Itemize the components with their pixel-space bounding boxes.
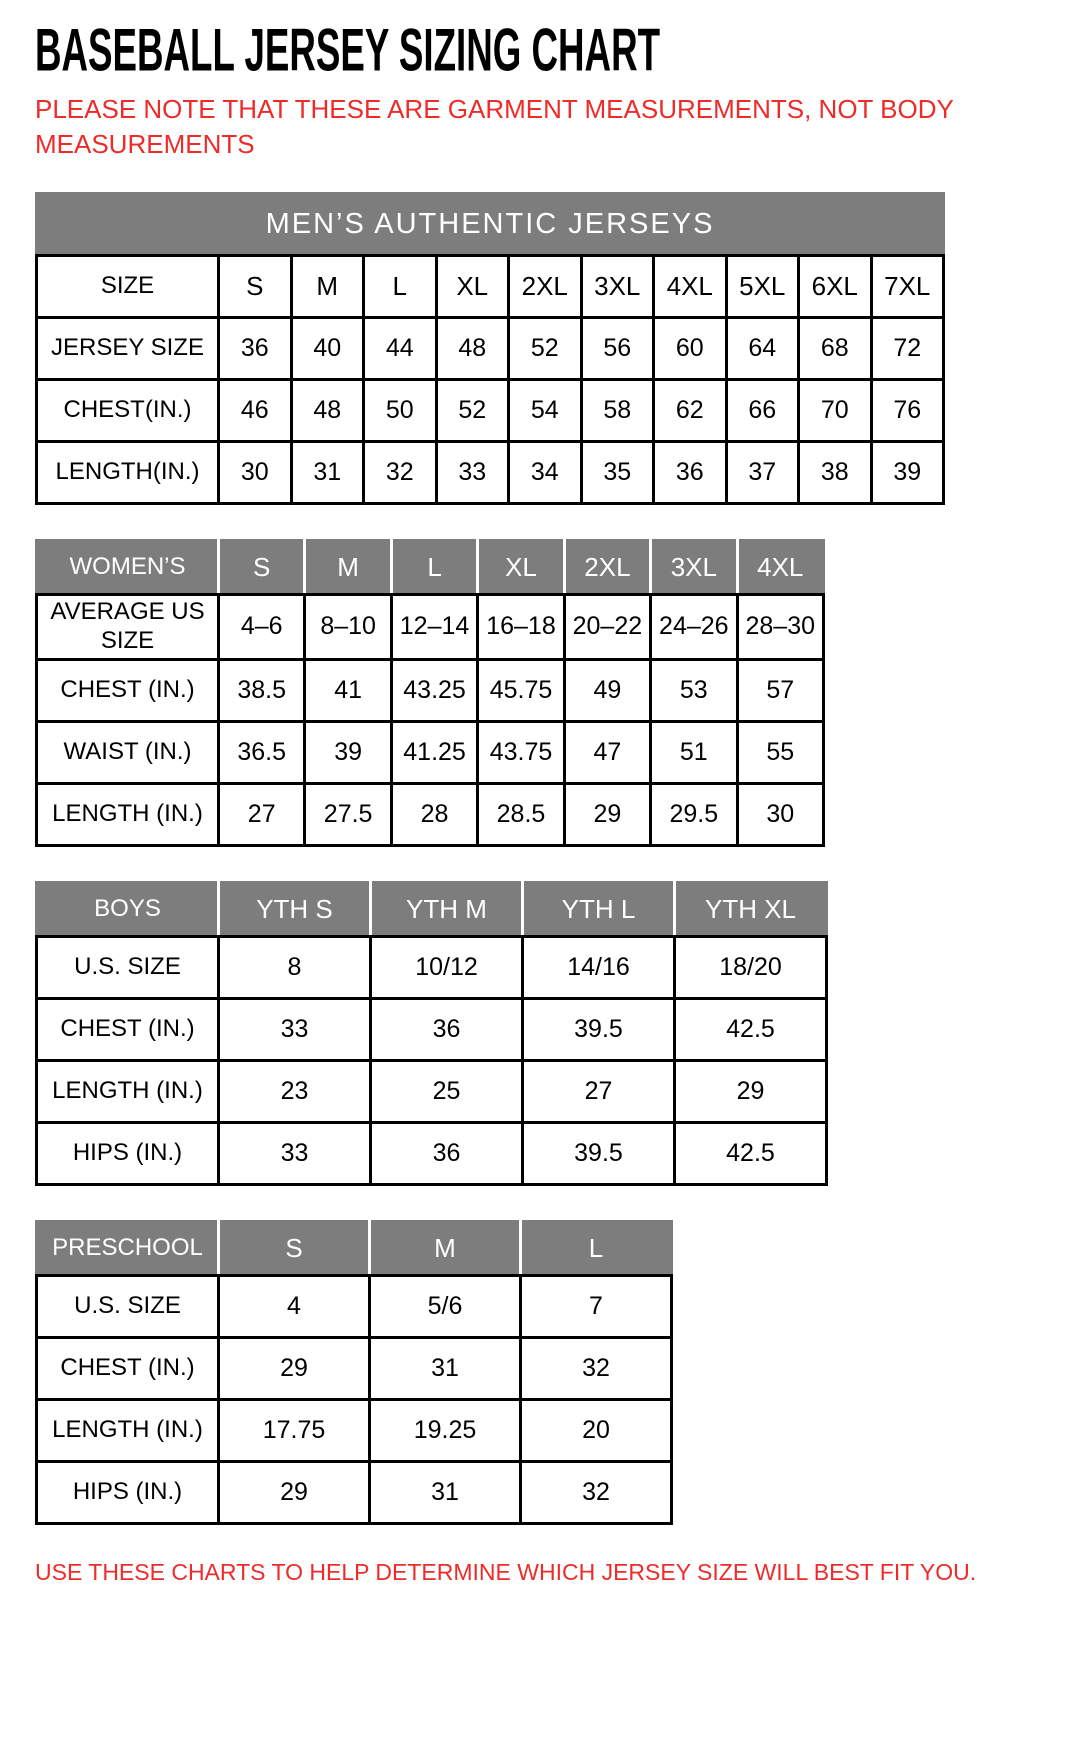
table-row — [37, 380, 944, 442]
column-header: L — [521, 1221, 672, 1275]
table-cell: 31 — [370, 1461, 521, 1523]
table-cell: 42.5 — [675, 998, 827, 1060]
table-cell: 36 — [371, 998, 523, 1060]
table-cell: 54 — [509, 380, 582, 442]
table-cell: 51 — [651, 721, 737, 783]
garment-measurement-note: PLEASE NOTE THAT THESE ARE GARMENT MEASUREMENTS, NOT BODY MEASUREMENTS — [35, 94, 954, 160]
table-cell: 66 — [726, 380, 799, 442]
table-cell: 60 — [654, 318, 727, 380]
row-label: LENGTH (IN.) — [37, 783, 219, 845]
table-cell: 27 — [523, 1060, 675, 1122]
column-header: S — [219, 541, 305, 595]
table-cell: 28–30 — [737, 595, 823, 660]
column-header: YTH M — [371, 882, 523, 936]
row-label: U.S. SIZE — [37, 1275, 219, 1337]
table-cell: 55 — [737, 721, 823, 783]
table-row — [37, 318, 944, 380]
table-cell: 32 — [521, 1461, 672, 1523]
table-cell: 72 — [871, 318, 944, 380]
column-header: 7XL — [871, 256, 944, 318]
table-cell: 16–18 — [478, 595, 564, 660]
table-cell: 44 — [364, 318, 437, 380]
page-title-text: BASEBALL JERSEY SIZING CHART — [35, 16, 661, 84]
table-cell: 34 — [509, 442, 582, 504]
row-label: CHEST(IN.) — [37, 380, 219, 442]
table-cell: 39 — [871, 442, 944, 504]
column-header: XL — [478, 541, 564, 595]
table-header-row — [37, 541, 824, 595]
boys-sizing-table — [35, 881, 828, 1186]
table-cell: 31 — [291, 442, 364, 504]
womens-sizing-table — [35, 539, 825, 847]
table-cell: 29 — [564, 783, 650, 845]
table-cell: 36 — [654, 442, 727, 504]
table-cell: 49 — [564, 659, 650, 721]
table-cell: 38 — [799, 442, 872, 504]
row-label: CHEST (IN.) — [37, 998, 219, 1060]
table-cell: 23 — [219, 1060, 371, 1122]
column-header: 4XL — [654, 256, 727, 318]
header-label: PRESCHOOL — [37, 1221, 219, 1275]
table-cell: 30 — [737, 783, 823, 845]
table-cell: 29 — [675, 1060, 827, 1122]
table-title: MEN’S AUTHENTIC JERSEYS — [37, 194, 944, 256]
table-row — [37, 1399, 672, 1461]
table-cell: 42.5 — [675, 1122, 827, 1184]
table-cell: 38.5 — [219, 659, 305, 721]
table-cell: 29 — [219, 1461, 370, 1523]
table-cell: 36 — [219, 318, 292, 380]
row-label: HIPS (IN.) — [37, 1122, 219, 1184]
table-row — [37, 1461, 672, 1523]
column-header: 6XL — [799, 256, 872, 318]
table-cell: 39.5 — [523, 1122, 675, 1184]
column-header: L — [391, 541, 477, 595]
column-header: M — [291, 256, 364, 318]
table-cell: 48 — [436, 318, 509, 380]
table-cell: 30 — [219, 442, 292, 504]
table-cell: 70 — [799, 380, 872, 442]
column-header: YTH S — [219, 882, 371, 936]
table-row — [37, 998, 827, 1060]
table-row — [37, 1337, 672, 1399]
column-header: 3XL — [651, 541, 737, 595]
table-row — [37, 442, 944, 504]
table-cell: 5/6 — [370, 1275, 521, 1337]
table-cell: 53 — [651, 659, 737, 721]
table-row — [37, 783, 824, 845]
column-header: 2XL — [509, 256, 582, 318]
column-header: M — [370, 1221, 521, 1275]
table-cell: 12–14 — [391, 595, 477, 660]
table-cell: 35 — [581, 442, 654, 504]
column-header: S — [219, 256, 292, 318]
row-label: AVERAGE US SIZE — [37, 595, 219, 660]
preschool-sizing-table — [35, 1220, 673, 1525]
table-cell: 57 — [737, 659, 823, 721]
header-label: WOMEN’S — [37, 541, 219, 595]
table-cell: 39 — [305, 721, 391, 783]
column-header: M — [305, 541, 391, 595]
row-label: LENGTH(IN.) — [37, 442, 219, 504]
table-cell: 25 — [371, 1060, 523, 1122]
column-header: YTH XL — [675, 882, 827, 936]
table-header-row — [37, 882, 827, 936]
table-cell: 52 — [436, 380, 509, 442]
column-header: 4XL — [737, 541, 823, 595]
row-label: LENGTH (IN.) — [37, 1060, 219, 1122]
table-cell: 4–6 — [219, 595, 305, 660]
table-cell: 46 — [219, 380, 292, 442]
table-cell: 28.5 — [478, 783, 564, 845]
table-cell: 41.25 — [391, 721, 477, 783]
table-row — [37, 1122, 827, 1184]
table-cell: 17.75 — [219, 1399, 370, 1461]
fit-advice-note: USE THESE CHARTS TO HELP DETERMINE WHICH JERSEY SIZE WILL BEST FIT YOU. — [35, 1558, 977, 1585]
table-cell: 7 — [521, 1275, 672, 1337]
table-header-row — [37, 1221, 672, 1275]
table-cell: 43.25 — [391, 659, 477, 721]
table-cell: 4 — [219, 1275, 370, 1337]
table-cell: 37 — [726, 442, 799, 504]
row-label: HIPS (IN.) — [37, 1461, 219, 1523]
table-cell: 41 — [305, 659, 391, 721]
table-cell: 14/16 — [523, 936, 675, 998]
row-label: JERSEY SIZE — [37, 318, 219, 380]
table-row — [37, 595, 824, 660]
table-cell: 40 — [291, 318, 364, 380]
column-header: XL — [436, 256, 509, 318]
table-banner-row — [37, 194, 944, 256]
table-cell: 48 — [291, 380, 364, 442]
row-label: CHEST (IN.) — [37, 1337, 219, 1399]
table-cell: 47 — [564, 721, 650, 783]
table-cell: 20 — [521, 1399, 672, 1461]
table-cell: 18/20 — [675, 936, 827, 998]
table-cell: 45.75 — [478, 659, 564, 721]
row-label: LENGTH (IN.) — [37, 1399, 219, 1461]
table-cell: 36 — [371, 1122, 523, 1184]
table-cell: 43.75 — [478, 721, 564, 783]
column-header: 2XL — [564, 541, 650, 595]
table-cell: 31 — [370, 1337, 521, 1399]
column-header: YTH L — [523, 882, 675, 936]
table-cell: 27.5 — [305, 783, 391, 845]
table-cell: 56 — [581, 318, 654, 380]
table-cell: 19.25 — [370, 1399, 521, 1461]
table-cell: 10/12 — [371, 936, 523, 998]
table-cell: 58 — [581, 380, 654, 442]
table-cell: 29.5 — [651, 783, 737, 845]
table-row — [37, 721, 824, 783]
table-cell: 8–10 — [305, 595, 391, 660]
table-cell: 76 — [871, 380, 944, 442]
table-cell: 62 — [654, 380, 727, 442]
column-header: S — [219, 1221, 370, 1275]
table-cell: 33 — [436, 442, 509, 504]
table-cell: 32 — [364, 442, 437, 504]
column-header: 3XL — [581, 256, 654, 318]
row-label: U.S. SIZE — [37, 936, 219, 998]
header-label: SIZE — [37, 256, 219, 318]
table-row — [37, 936, 827, 998]
table-cell: 52 — [509, 318, 582, 380]
table-cell: 8 — [219, 936, 371, 998]
column-header: L — [364, 256, 437, 318]
table-cell: 33 — [219, 1122, 371, 1184]
table-cell: 64 — [726, 318, 799, 380]
table-cell: 27 — [219, 783, 305, 845]
table-cell: 50 — [364, 380, 437, 442]
table-row — [37, 1275, 672, 1337]
table-row — [37, 659, 824, 721]
header-label: BOYS — [37, 882, 219, 936]
mens-authentic-jerseys-table — [35, 192, 945, 505]
table-cell: 24–26 — [651, 595, 737, 660]
table-cell: 32 — [521, 1337, 672, 1399]
row-label: CHEST (IN.) — [37, 659, 219, 721]
table-row — [37, 1060, 827, 1122]
table-cell: 39.5 — [523, 998, 675, 1060]
column-header: 5XL — [726, 256, 799, 318]
table-cell: 36.5 — [219, 721, 305, 783]
table-header-row — [37, 256, 944, 318]
row-label: WAIST (IN.) — [37, 721, 219, 783]
table-cell: 20–22 — [564, 595, 650, 660]
table-cell: 28 — [391, 783, 477, 845]
table-cell: 33 — [219, 998, 371, 1060]
table-cell: 68 — [799, 318, 872, 380]
page-title — [35, 16, 1042, 84]
table-cell: 29 — [219, 1337, 370, 1399]
